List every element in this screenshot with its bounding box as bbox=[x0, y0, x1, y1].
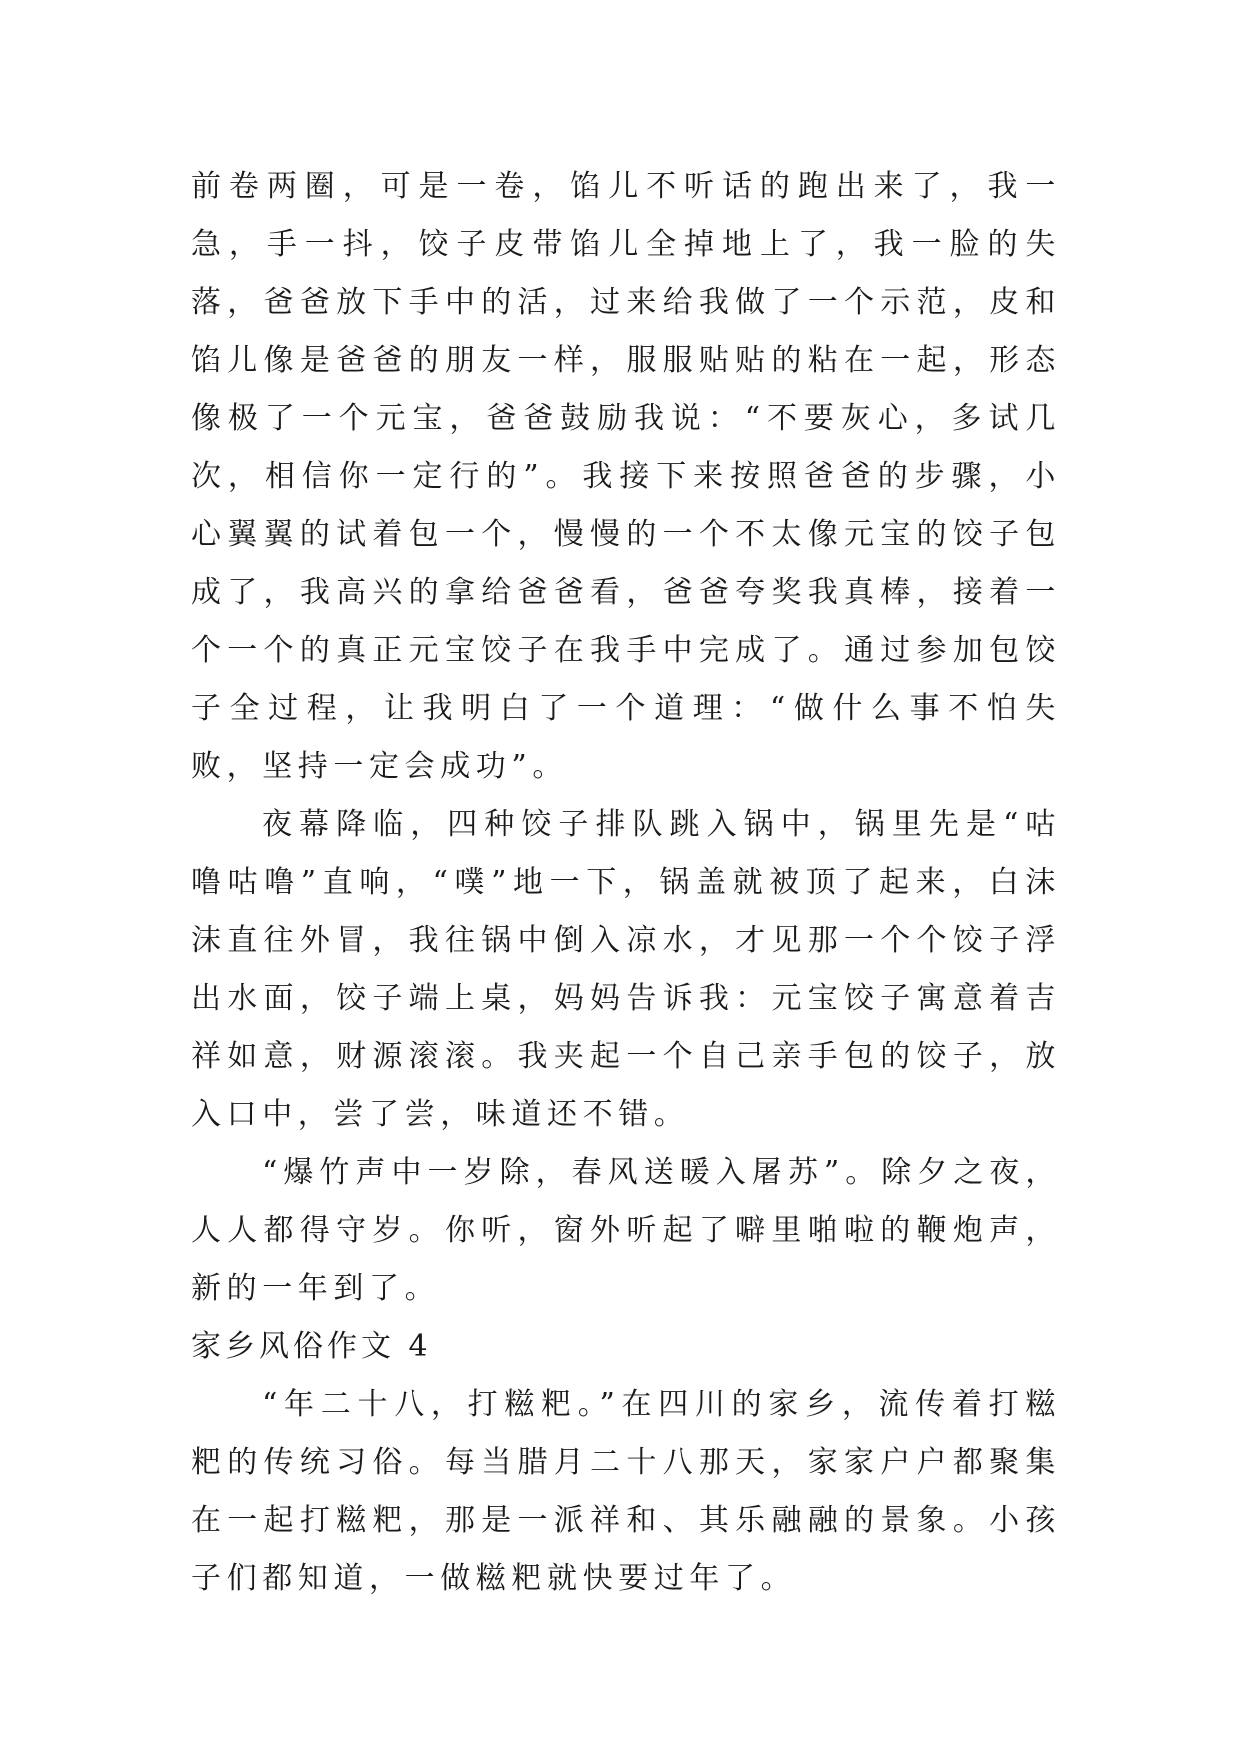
paragraph-2: 夜幕降临，四种饺子排队跳入锅中，锅里先是“咕噜咕噜”直响，“噗”地一下，锅盖就被顶了起来，白沫沫直往外冒，我往锅中倒入凉水，才见那一个个饺子浮出水面，饺子端上桌，妈妈告诉我：元宝饺子寓意着吉祥如意，财源滚滚。我夹起一个自己亲手包的饺子，放入口中，尝了尝，味道还不错。 bbox=[191, 807, 1061, 1132]
paragraph-1: 前卷两圈，可是一卷，馅儿不听话的跑出来了，我一急，手一抖，饺子皮带馅儿全掉地上了，我一脸的失落，爸爸放下手中的活，过来给我做了一个示范，皮和馅儿像是爸爸的朋友一样，服服贴贴的粘在一起，形态像极了一个元宝，爸爸鼓励我说：“不要灰心，多试几次，相信你一定行的”。我接下来按照爸爸的步骤，小心翼翼的试着包一个，慢慢的一个不太像元宝的饺子包成了，我高兴的拿给爸爸看，爸爸夸奖我真棒，接着一个一个的真正元宝饺子在我手中完成了。通过参加包饺子全过程，让我明白了一个道理：“做什么事不怕失败，坚持一定会成功”。 bbox=[191, 169, 1061, 784]
paragraph-4: “年二十八，打糍粑。”在四川的家乡，流传着打糍粑的传统习俗。每当腊月二十八那天，家家户户都聚集在一起打糍粑，那是一派祥和、其乐融融的景象。小孩子们都知道，一做糍粑就快要过年了。 bbox=[191, 1387, 1061, 1596]
paragraph-3: “爆竹声中一岁除，春风送暖入屠苏”。除夕之夜，人人都得守岁。你听，窗外听起了噼里啪啦的鞭炮声，新的一年到了。 bbox=[191, 1155, 1061, 1306]
section-heading: 家乡风俗作文 4 bbox=[191, 1329, 432, 1364]
document-body bbox=[191, 158, 1061, 1608]
